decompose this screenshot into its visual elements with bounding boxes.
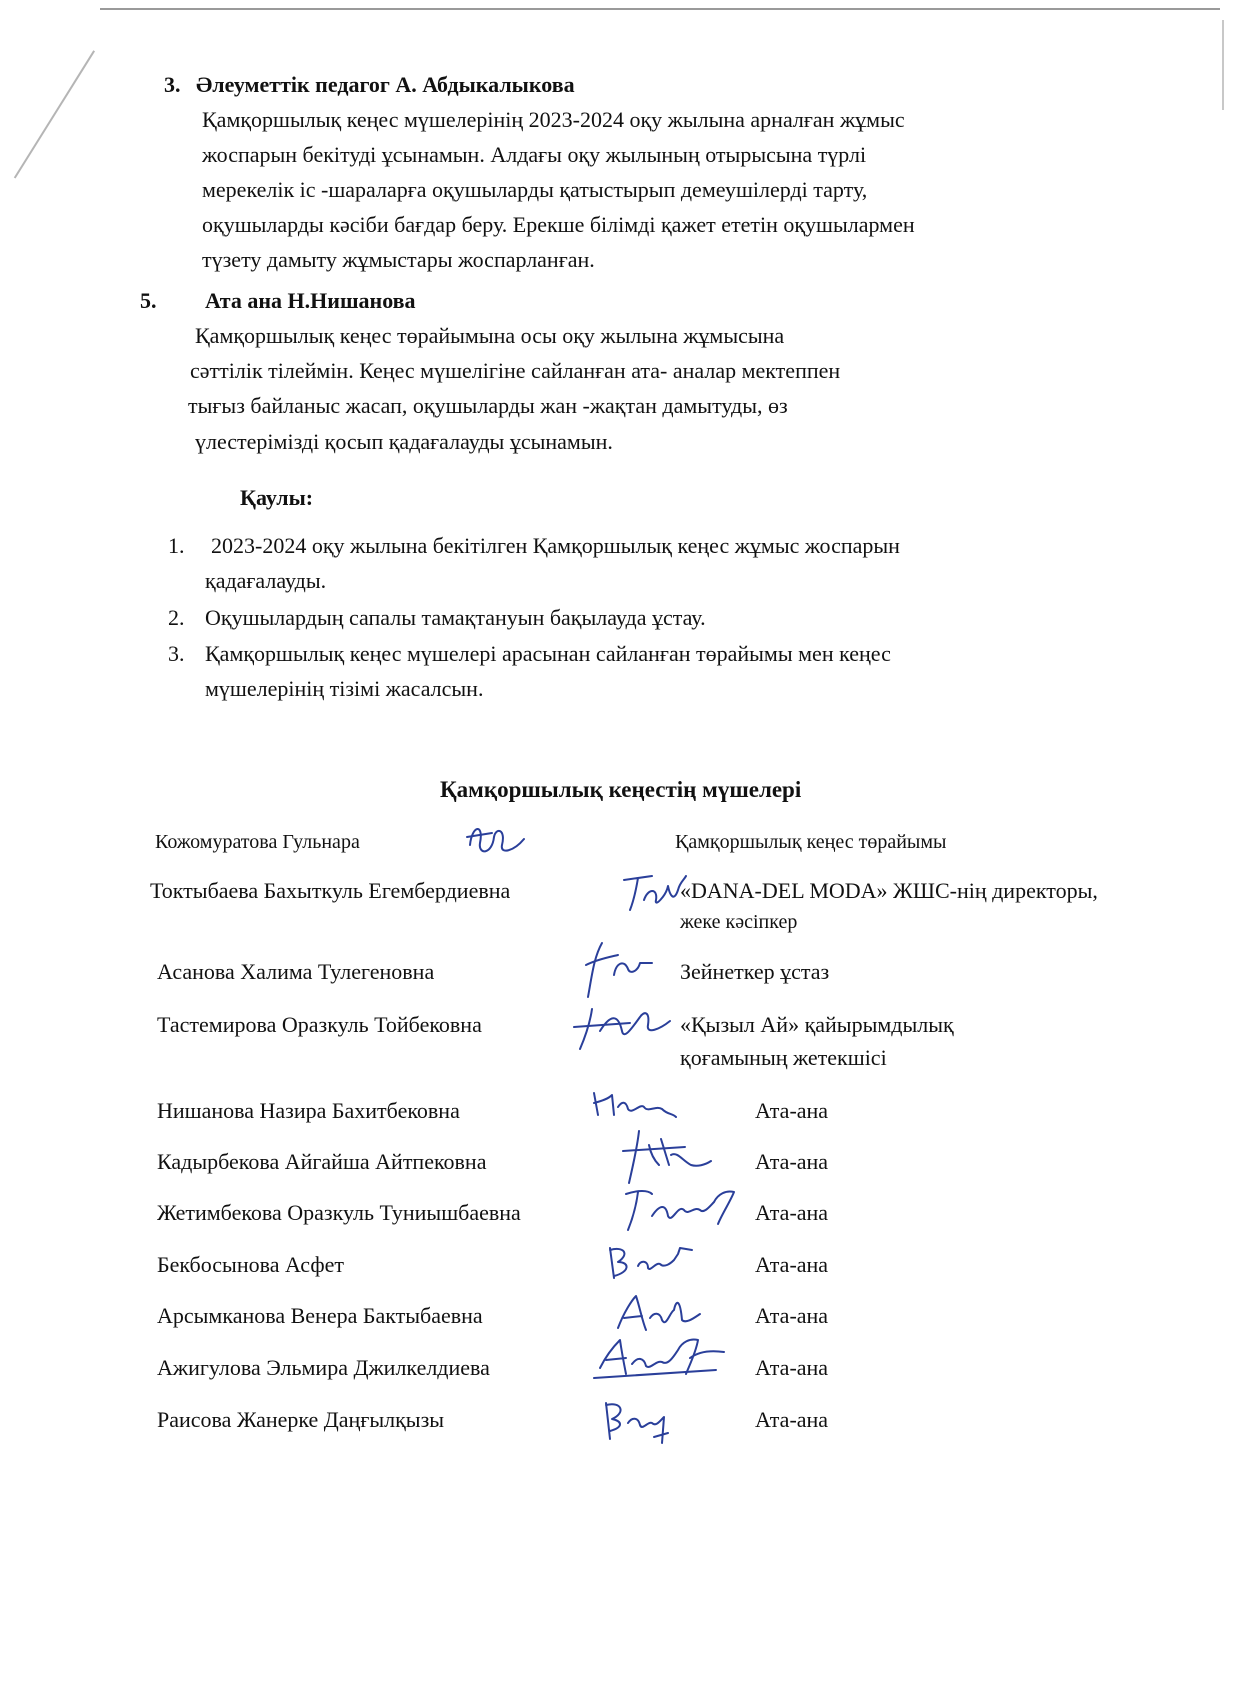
- member-role: Ата-ана: [755, 1407, 829, 1432]
- resolution-title: Қаулы:: [240, 485, 314, 510]
- member-role: қоғамының жетекшісі: [680, 1045, 887, 1070]
- member-name: Жетимбекова Оразкуль Туниышбаевна: [157, 1200, 521, 1225]
- scan-edge-fold: [14, 50, 95, 178]
- signature: [570, 995, 680, 1055]
- resolution-item-number: 3.: [168, 641, 185, 666]
- resolution-item-text: Оқушылардың сапалы тамақтануын бақылауда ұстау.: [205, 605, 706, 630]
- resolution-item-text: қадағалауды.: [205, 568, 327, 593]
- member-role: Ата-ана: [755, 1303, 829, 1328]
- members-title: Қамқоршылық кеңестің мүшелері: [440, 777, 802, 802]
- member-role: «DANA-DEL MODA» ЖШС-нің директоры,: [680, 878, 1098, 903]
- member-name: Тастемирова Оразкуль Тойбековна: [157, 1012, 482, 1037]
- member-role: жеке кәсіпкер: [680, 911, 798, 933]
- signature: [615, 1125, 715, 1187]
- member-name: Нишанова Назира Бахитбековна: [157, 1098, 460, 1123]
- signature: [596, 1395, 676, 1451]
- member-role: Ата-ана: [755, 1252, 829, 1277]
- section5-title: Ата ана Н.Нишанова: [205, 288, 416, 313]
- resolution-item-text: Қамқоршылық кеңес мүшелері арасынан сайланған төрайымы мен кеңес: [205, 641, 891, 666]
- section3-line: оқушыларды кәсіби бағдар беру. Ерекше білімді қажет ететін оқушылармен: [202, 212, 915, 237]
- signature: [590, 1085, 680, 1127]
- member-role: Қамқоршылық кеңес төрайымы: [675, 831, 947, 853]
- member-role: Ата-ана: [755, 1200, 829, 1225]
- section3-line: жоспарын бекітуді ұсынамын. Алдағы оқу жылының отырысына түрлі: [202, 142, 867, 167]
- member-name: Кожомуратова Гульнара: [155, 831, 360, 853]
- section3-line: Қамқоршылық кеңес мүшелерінің 2023-2024 оқу жылына арналған жұмыс: [202, 107, 905, 132]
- member-role: Ата-ана: [755, 1149, 829, 1174]
- signature: [600, 1238, 700, 1288]
- scan-edge-right: [1222, 20, 1224, 110]
- signature: [586, 1330, 746, 1392]
- section5-line: сәттілік тілеймін. Кеңес мүшелігіне сайланған ата- аналар мектеппен: [190, 358, 841, 383]
- resolution-item-number: 2.: [168, 605, 185, 630]
- signature: [618, 1180, 758, 1236]
- member-name: Арсымканова Венера Бактыбаевна: [157, 1303, 483, 1328]
- resolution-item-number: 1.: [168, 533, 185, 558]
- section3-line: түзету дамыту жұмыстары жоспарланған.: [202, 247, 595, 272]
- section3-number: 3.: [164, 72, 181, 97]
- section3-title: Әлеуметтік педагог А. Абдыкалыкова: [196, 72, 575, 97]
- section5-number: 5.: [140, 288, 157, 313]
- member-name: Кадырбекова Айгайша Айтпековна: [157, 1149, 487, 1174]
- signature: [462, 815, 532, 865]
- member-name: Токтыбаева Бахыткуль Егембердиевна: [150, 878, 511, 903]
- member-role: Зейнеткер ұстаз: [680, 959, 830, 984]
- member-role: «Қызыл Ай» қайырымдылық: [680, 1012, 954, 1037]
- member-role: Ата-ана: [755, 1098, 829, 1123]
- section5-line: тығыз байланыс жасап, оқушыларды жан -жақтан дамытуды, өз: [188, 393, 788, 418]
- section3-line: мерекелік іс -шараларға оқушыларды қатыстырып демеушілерді тарту,: [202, 177, 868, 202]
- section5-line: үлестерімізді қосып қадағалауды ұсынамын.: [195, 429, 613, 454]
- resolution-item-text: 2023-2024 оқу жылына бекітілген Қамқоршылық кеңес жұмыс жоспарын: [211, 533, 900, 558]
- signature: [618, 866, 690, 918]
- scan-edge-top: [100, 8, 1220, 10]
- member-name: Раисова Жанерке Даңғылқызы: [157, 1407, 445, 1432]
- member-name: Асанова Халима Тулегеновна: [157, 959, 435, 984]
- member-role: Ата-ана: [755, 1355, 829, 1380]
- member-name: Бекбосынова Асфет: [157, 1252, 344, 1277]
- section5-line: Қамқоршылық кеңес төрайымына осы оқу жылына жұмысына: [195, 323, 785, 348]
- resolution-item-text: мүшелерінің тізімі жасалсын.: [205, 676, 484, 701]
- member-name: Ажигулова Эльмира Джилкелдиева: [157, 1355, 490, 1380]
